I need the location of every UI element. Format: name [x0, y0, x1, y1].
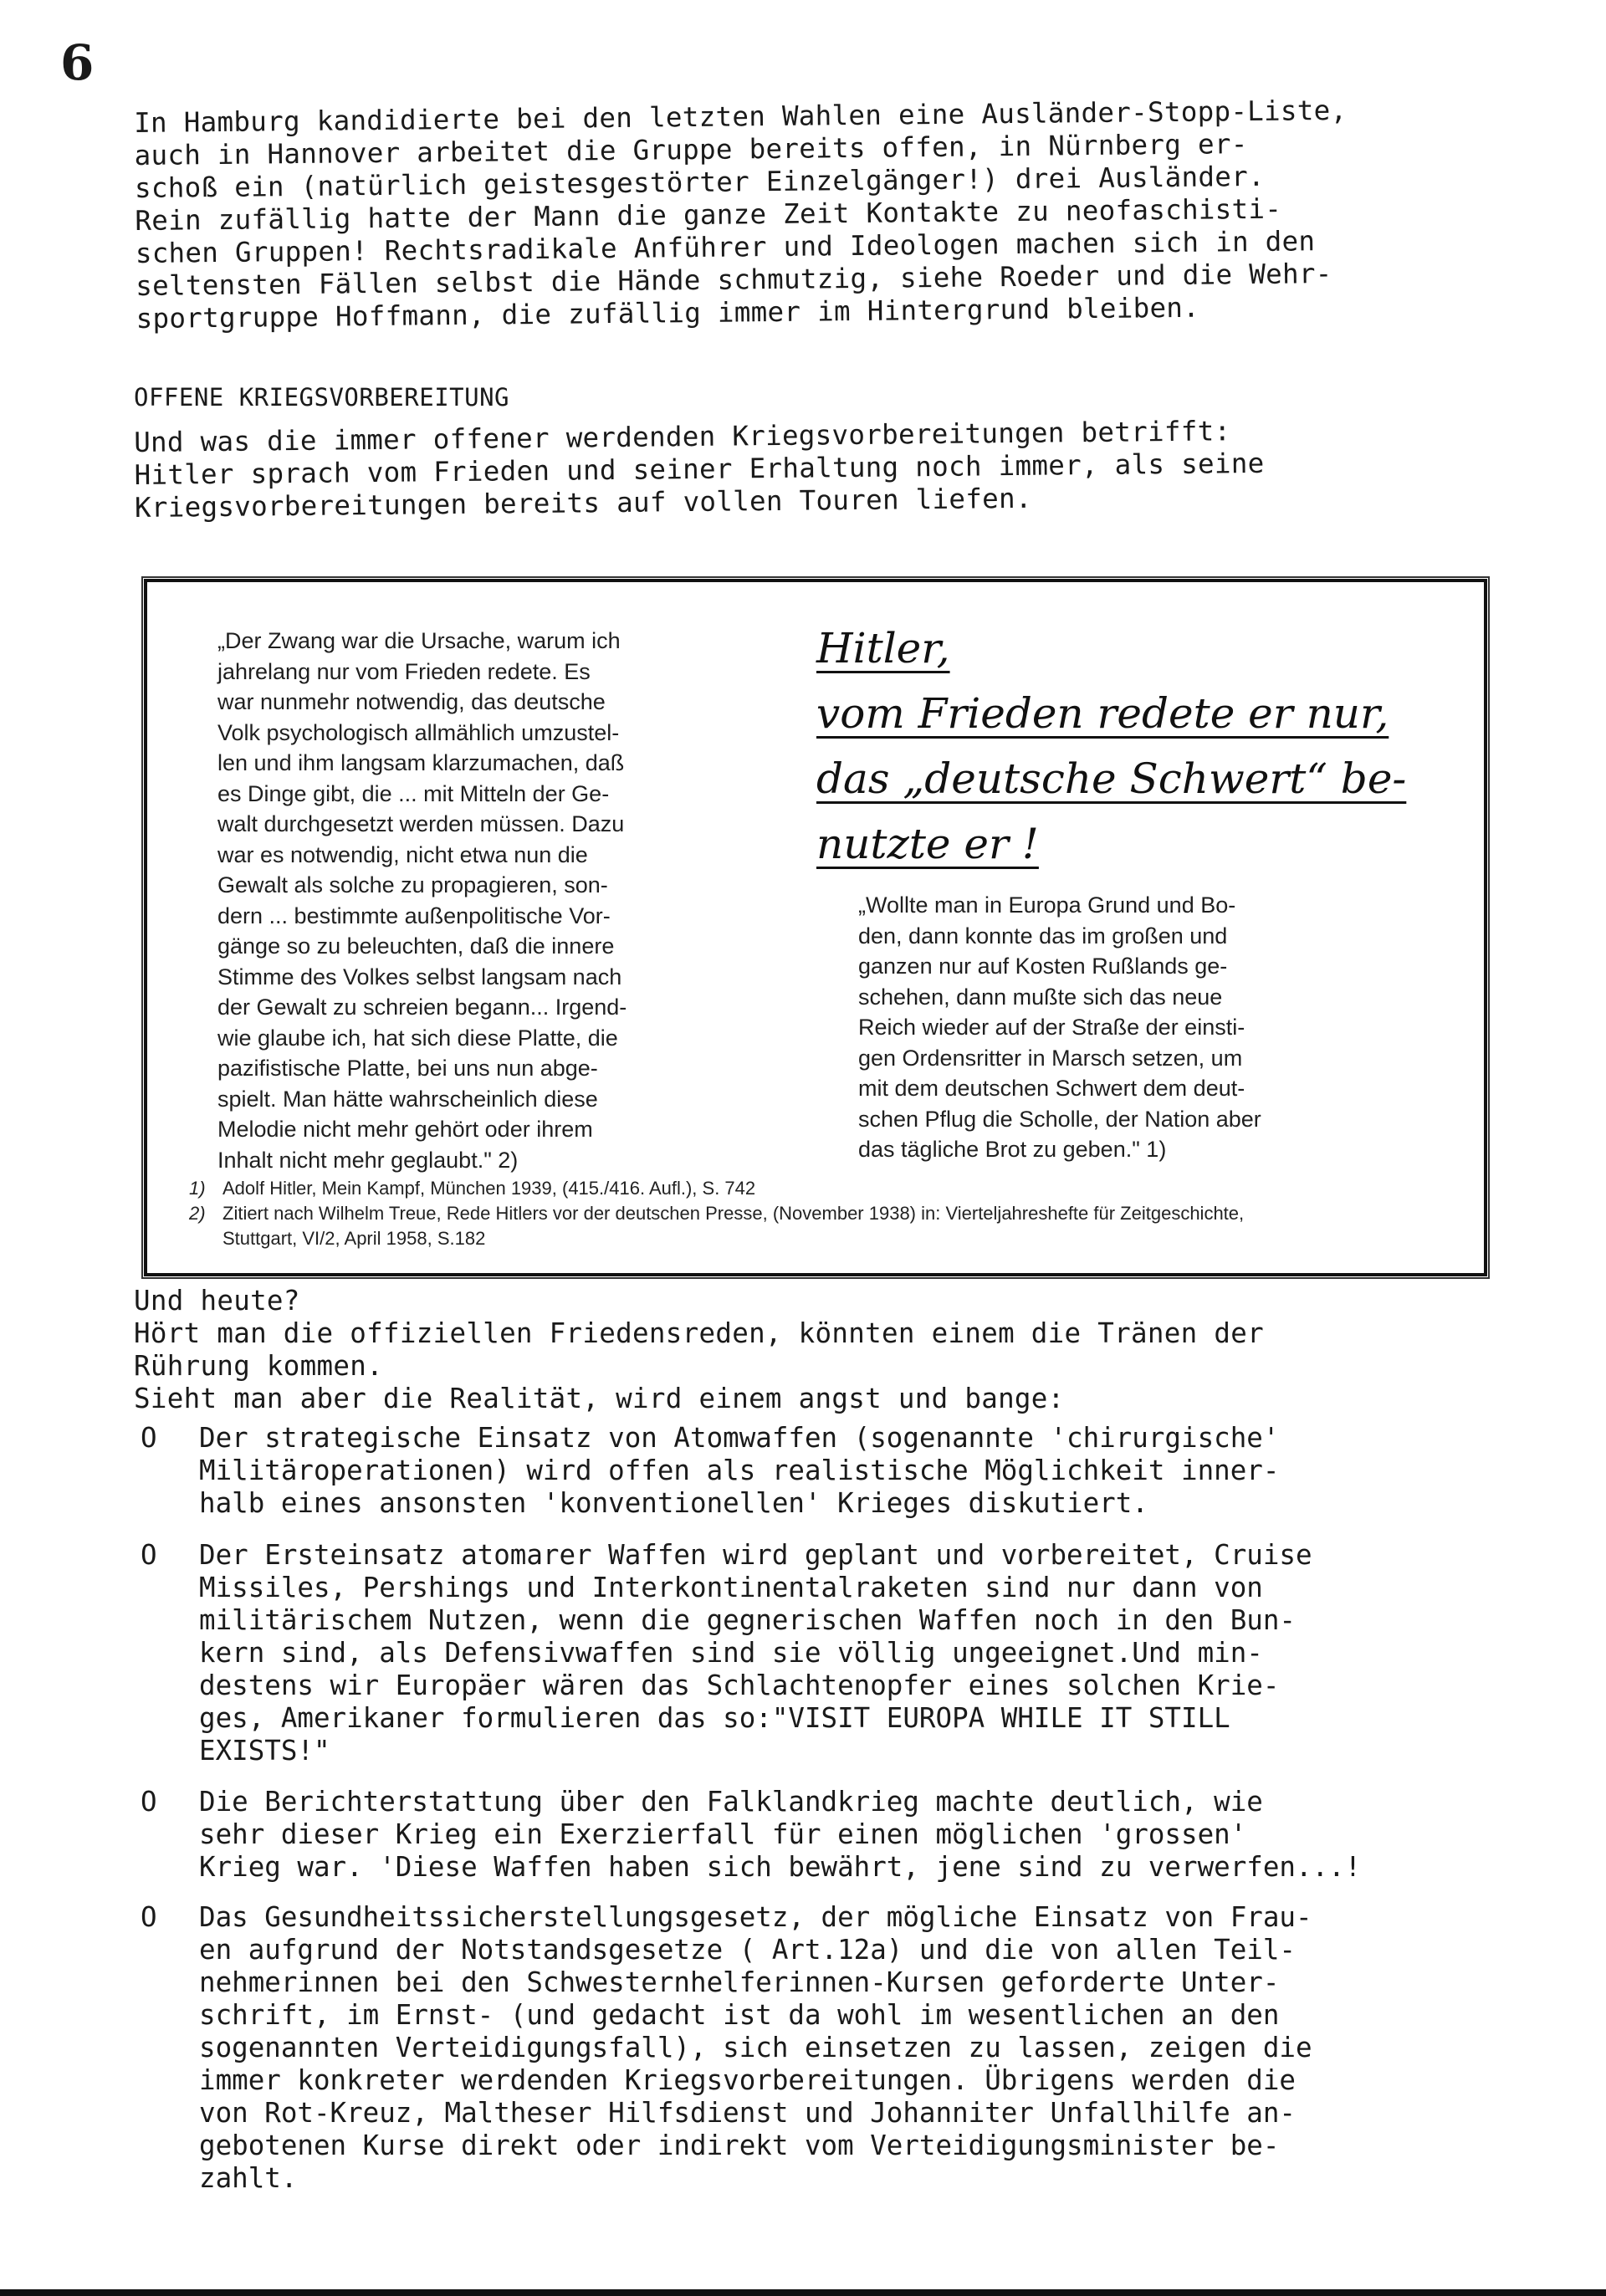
quote-line: pazifistische Platte, bei uns nun abge- [217, 1056, 598, 1081]
page-number: 6 [60, 34, 95, 91]
bullet-line: Militäroperationen) wird offen als realistische Möglichkeit inner- [199, 1455, 1280, 1486]
section-paragraph [134, 412, 1557, 524]
bullet-line: nehmerinnen bei den Schwesternhelferinnen-Kursen geforderte Unter- [199, 1966, 1280, 1998]
intro-line: auch in Hannover arbeitet die Gruppe bereits offen, in Nürnberg er- [134, 128, 1248, 171]
quote-line: den, dann konnte das im großen und [858, 923, 1228, 949]
bullet-line: en aufgrund der Notstandsgesetze ( Art.12a) und die von allen Teil- [199, 1934, 1296, 1966]
bullet-line: schrift, im Ernst- (und gedacht ist da wohl im wesentlichen an den [199, 1999, 1280, 2031]
quote-line: schehen, dann mußte sich das neue [858, 984, 1223, 1010]
quote-line: Gewalt als solche zu propagieren, son- [217, 872, 608, 897]
bullet-line: sogenannten Verteidigungsfall), sich einsetzen zu lassen, zeigen die [199, 2032, 1312, 2063]
quote-line: ganzen nur auf Kosten Rußlands ge- [858, 954, 1228, 979]
bullet-marker: O [141, 1422, 157, 1454]
bullet-line: destens wir Europäer wären das Schlachtenopfer eines solchen Krie- [199, 1670, 1280, 1701]
bullet-line: militärischem Nutzen, wenn die gegnerischen Waffen noch in den Bun- [199, 1604, 1296, 1636]
bullet-line: Die Berichterstattung über den Falklandkrieg machte deutlich, wie [199, 1786, 1263, 1818]
bullet-line: Der strategische Einsatz von Atomwaffen (sogenannte 'chirurgische' [199, 1422, 1280, 1454]
handwritten-note [816, 616, 1452, 877]
quote-line: es Dinge gibt, die ... mit Mitteln der Ge- [217, 780, 610, 806]
bullet-marker: O [141, 1786, 157, 1818]
bullet-line: von Rot-Kreuz, Maltheser Hilfsdienst und Johanniter Unfallhilfe an- [199, 2097, 1296, 2129]
bullet-line: sehr dieser Krieg ein Exerzierfall für einen möglichen 'grossen' [199, 1818, 1247, 1850]
quote-line: Volk psychologisch allmählich umzustel- [217, 719, 620, 745]
footnote-text: Stuttgart, VI/2, April 1958, S.182 [222, 1228, 486, 1249]
quote-line: der Gewalt zu schreien begann... Irgend- [217, 995, 627, 1020]
hitler-quote-left [217, 626, 753, 1175]
intro-line: schen Gruppen! Rechtsradikale Anführer und Ideologen machen sich in den [135, 225, 1316, 269]
section-line: Kriegsvorbereitungen bereits auf vollen Touren liefen. [134, 482, 1032, 524]
quote-line: Reich wieder auf der Straße der einsti- [858, 1015, 1245, 1040]
bullet-line: ges, Amerikaner formulieren das so:"VISIT EUROPA WHILE IT STILL [199, 1702, 1230, 1734]
intro-line: In Hamburg kandidierte bei den letzten Wahlen eine Ausländer-Stopp-Liste, [134, 94, 1348, 139]
intro-paragraph [134, 92, 1558, 335]
quote-line: Stimme des Volkes selbst langsam nach [217, 964, 622, 989]
handwritten-line: nutzte er ! [816, 820, 1039, 868]
bullet-line: halb eines ansonsten 'konventionellen' Krieges diskutiert. [199, 1487, 1148, 1519]
intro-line: sportgruppe Hoffmann, die zufällig immer im Hintergrund bleiben. [136, 291, 1200, 335]
bullet-line: EXISTS!" [199, 1735, 330, 1767]
bullet-line: immer konkreter werdenden Kriegsvorbereitungen. Übrigens werden die [199, 2064, 1296, 2096]
bullet-marker: O [141, 1539, 157, 1571]
quote-line: Inhalt nicht mehr geglaubt." 2) [217, 1147, 519, 1173]
quote-line: schen Pflug die Scholle, der Nation aber [858, 1106, 1261, 1132]
quote-line: „Wollte man in Europa Grund und Bo- [858, 892, 1236, 918]
quote-line: war nunmehr notwendig, das deutsche [217, 689, 606, 714]
heute-paragraph [134, 1285, 1556, 1415]
heute-line: Sieht man aber die Realität, wird einem angst und bange: [134, 1383, 1065, 1414]
quote-line: das tägliche Brot zu geben." 1) [858, 1137, 1167, 1162]
quote-line: dern ... bestimmte außenpolitische Vor- [217, 903, 611, 928]
section-line: Und was die immer offener werdenden Kriegsvorbereitungen betrifft: [134, 415, 1231, 458]
footnote [189, 1226, 1477, 1251]
quote-line: len und ihm langsam klarzumachen, daß [217, 750, 625, 775]
page-bottom-edge [0, 2289, 1606, 2296]
bullet-line: kern sind, als Defensivwaffen sind sie völlig ungeeignet.Und min- [199, 1637, 1263, 1669]
bullet-line: Das Gesundheitssicherstellungsgesetz, der mögliche Einsatz von Frau- [199, 1901, 1312, 1933]
hitler-quote-right [858, 890, 1427, 1165]
footnote-text: Adolf Hitler, Mein Kampf, München 1939, (415./416. Aufl.), S. 742 [222, 1178, 756, 1199]
quote-line: Melodie nicht mehr gehört oder ihrem [217, 1117, 593, 1142]
heute-line: Hört man die offiziellen Friedensreden, könnten einem die Tränen der [134, 1317, 1264, 1349]
bullet-line: gebotenen Kurse direkt oder indirekt vom Verteidigungsminister be- [199, 2130, 1280, 2161]
footnote-text: Zitiert nach Wilhelm Treue, Rede Hitlers vor der deutschen Presse, (November 1938) in: Vierteljahreshefte für Zeitgeschichte, [222, 1203, 1245, 1224]
footnote [189, 1176, 1477, 1201]
quote-line: jahrelang nur vom Frieden redete. Es [217, 658, 591, 684]
footnote [189, 1201, 1477, 1226]
intro-line: schoß ein (natürlich geistesgestörter Einzelgänger!) drei Ausländer. [134, 160, 1266, 204]
quote-line: war es notwendig, nicht etwa nun die [217, 841, 588, 867]
quote-line: walt durchgesetzt werden müssen. Dazu [217, 811, 625, 836]
bullet-line: Missiles, Pershings und Interkontinentalraketen sind nur dann von [199, 1572, 1263, 1603]
quote-line: spielt. Man hätte wahrscheinlich diese [217, 1086, 598, 1112]
heute-line: Und heute? [134, 1285, 300, 1317]
footnote-mark: 2) [189, 1203, 206, 1224]
quote-line: gen Ordensritter in Marsch setzen, um [858, 1045, 1243, 1071]
quote-box [144, 579, 1487, 1276]
footnotes [189, 1176, 1477, 1251]
bullet-line: Der Ersteinsatz atomarer Waffen wird geplant und vorbereitet, Cruise [199, 1539, 1312, 1571]
handwritten-line: das „deutsche Schwert“ be- [816, 754, 1407, 803]
footnote-mark: 1) [189, 1178, 206, 1199]
quote-line: mit dem deutschen Schwert dem deut- [858, 1076, 1245, 1101]
quote-line: gänge so zu beleuchten, daß die innere [217, 933, 615, 959]
bullet-line: zahlt. [199, 2162, 298, 2194]
quote-line: wie glaube ich, hat sich diese Platte, die [217, 1025, 618, 1051]
handwritten-line: Hitler, [816, 624, 950, 672]
section-line: Hitler sprach vom Frieden und seiner Erhaltung noch immer, als seine [134, 447, 1265, 491]
handwritten-line: vom Frieden redete er nur, [816, 689, 1389, 738]
bullet-line: Krieg war. 'Diese Waffen haben sich bewährt, jene sind zu verwerfen...! [199, 1851, 1362, 1883]
intro-line: Rein zufällig hatte der Mann die ganze Zeit Kontakte zu neofaschisti- [135, 192, 1282, 237]
quote-line: „Der Zwang war die Ursache, warum ich [217, 628, 621, 653]
intro-line: seltensten Fällen selbst die Hände schmutzig, siehe Roeder und die Wehr- [136, 258, 1332, 302]
bullet-marker: O [141, 1901, 157, 1933]
section-heading: OFFENE KRIEGSVORBEREITUNG [134, 383, 509, 412]
heute-line: Rührung kommen. [134, 1350, 383, 1382]
